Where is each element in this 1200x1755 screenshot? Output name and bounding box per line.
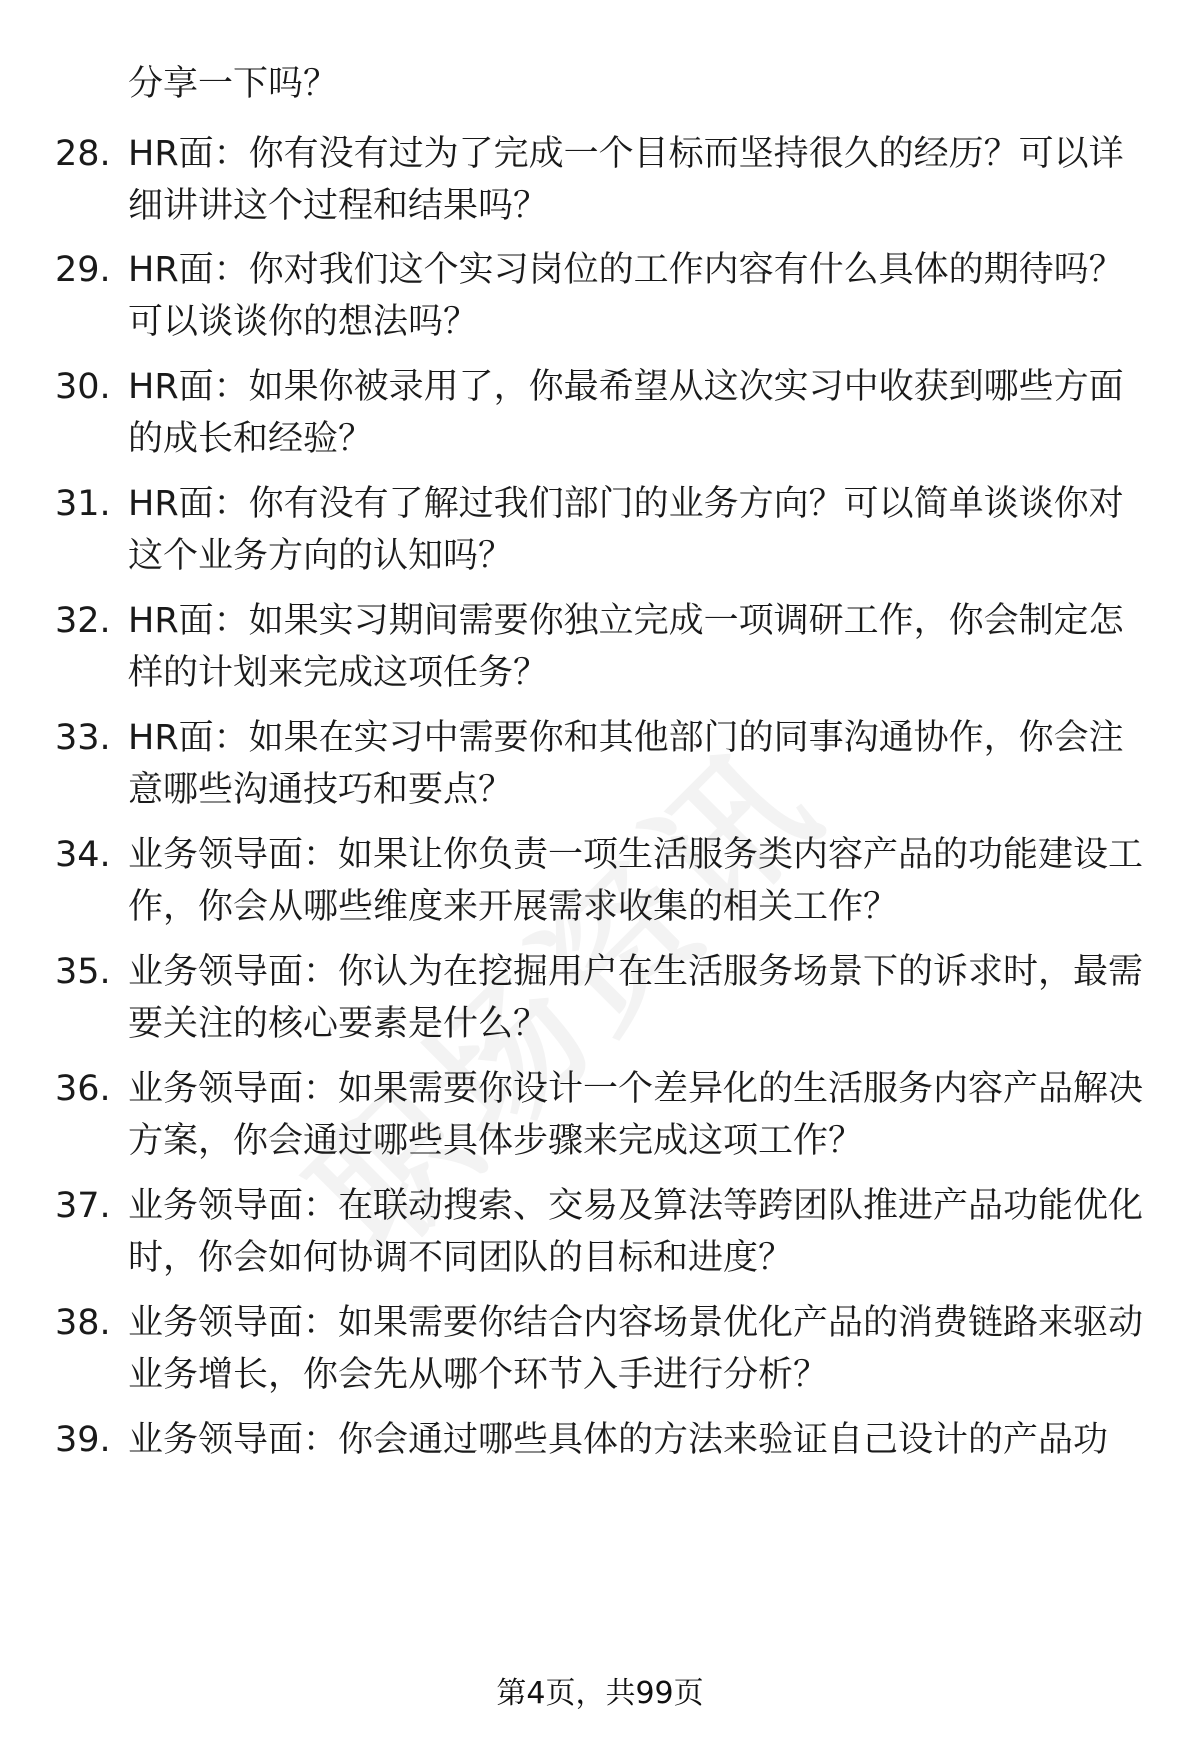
list-item bbox=[55, 829, 1160, 933]
item-text: 业务领导面：如果需要你结合内容场景优化产品的消费链路来驱动业务增长，你会先从哪个环节入手进行分析？ bbox=[128, 1303, 1144, 1395]
item-number: 37. bbox=[55, 1186, 111, 1226]
item-number: 36. bbox=[55, 1069, 111, 1109]
list-item bbox=[55, 1180, 1160, 1284]
item-number: 39. bbox=[55, 1420, 111, 1460]
page-footer: 第4页，共99页 bbox=[496, 1676, 704, 1711]
item-number: 30. bbox=[55, 367, 111, 407]
list-item bbox=[55, 1063, 1160, 1167]
list-item bbox=[55, 1414, 1160, 1466]
list-item bbox=[55, 128, 1160, 232]
item-text: 业务领导面：在联动搜索、交易及算法等跨团队推进产品功能优化时，你会如何协调不同团队的目标和进度？ bbox=[128, 1186, 1144, 1278]
item-number: 34. bbox=[55, 835, 111, 875]
item-text: HR面：你对我们这个实习岗位的工作内容有什么具体的期待吗？可以谈谈你的想法吗？ bbox=[128, 250, 1124, 342]
item-text: HR面：如果在实习中需要你和其他部门的同事沟通协作，你会注意哪些沟通技巧和要点？ bbox=[128, 718, 1124, 810]
item-text: 业务领导面：你认为在挖掘用户在生活服务场景下的诉求时，最需要关注的核心要素是什么？ bbox=[128, 952, 1144, 1044]
list-item bbox=[55, 1297, 1160, 1401]
list-item bbox=[55, 712, 1160, 816]
item-number: 29. bbox=[55, 250, 111, 290]
continuation-text: 分享一下吗？ bbox=[128, 64, 339, 104]
list-item bbox=[55, 595, 1160, 699]
item-text: 业务领导面：你会通过哪些具体的方法来验证自己设计的产品功 bbox=[128, 1420, 1109, 1460]
item-text: HR面：如果你被录用了，你最希望从这次实习中收获到哪些方面的成长和经验？ bbox=[128, 367, 1124, 459]
item-text: HR面：你有没有了解过我们部门的业务方向？可以简单谈谈你对这个业务方向的认知吗？ bbox=[128, 484, 1124, 576]
item-number: 31. bbox=[55, 484, 111, 524]
item-text: 业务领导面：如果让你负责一项生活服务类内容产品的功能建设工作，你会从哪些维度来开展需求收集的相关工作？ bbox=[128, 835, 1144, 927]
item-number: 35. bbox=[55, 952, 111, 992]
item-number: 38. bbox=[55, 1303, 111, 1343]
item-number: 32. bbox=[55, 601, 111, 641]
item-number: 28. bbox=[55, 134, 111, 174]
item-text: HR面：如果实习期间需要你独立完成一项调研工作，你会制定怎样的计划来完成这项任务？ bbox=[128, 601, 1124, 693]
item-text: HR面：你有没有过为了完成一个目标而坚持很久的经历？可以详细讲讲这个过程和结果吗？ bbox=[128, 134, 1124, 226]
item-text: 业务领导面：如果需要你设计一个差异化的生活服务内容产品解决方案，你会通过哪些具体步骤来完成这项工作？ bbox=[128, 1069, 1144, 1161]
item-number: 33. bbox=[55, 718, 111, 758]
list-item bbox=[55, 244, 1160, 348]
list-item bbox=[55, 361, 1160, 465]
list-item bbox=[55, 946, 1160, 1050]
list-item bbox=[55, 478, 1160, 582]
